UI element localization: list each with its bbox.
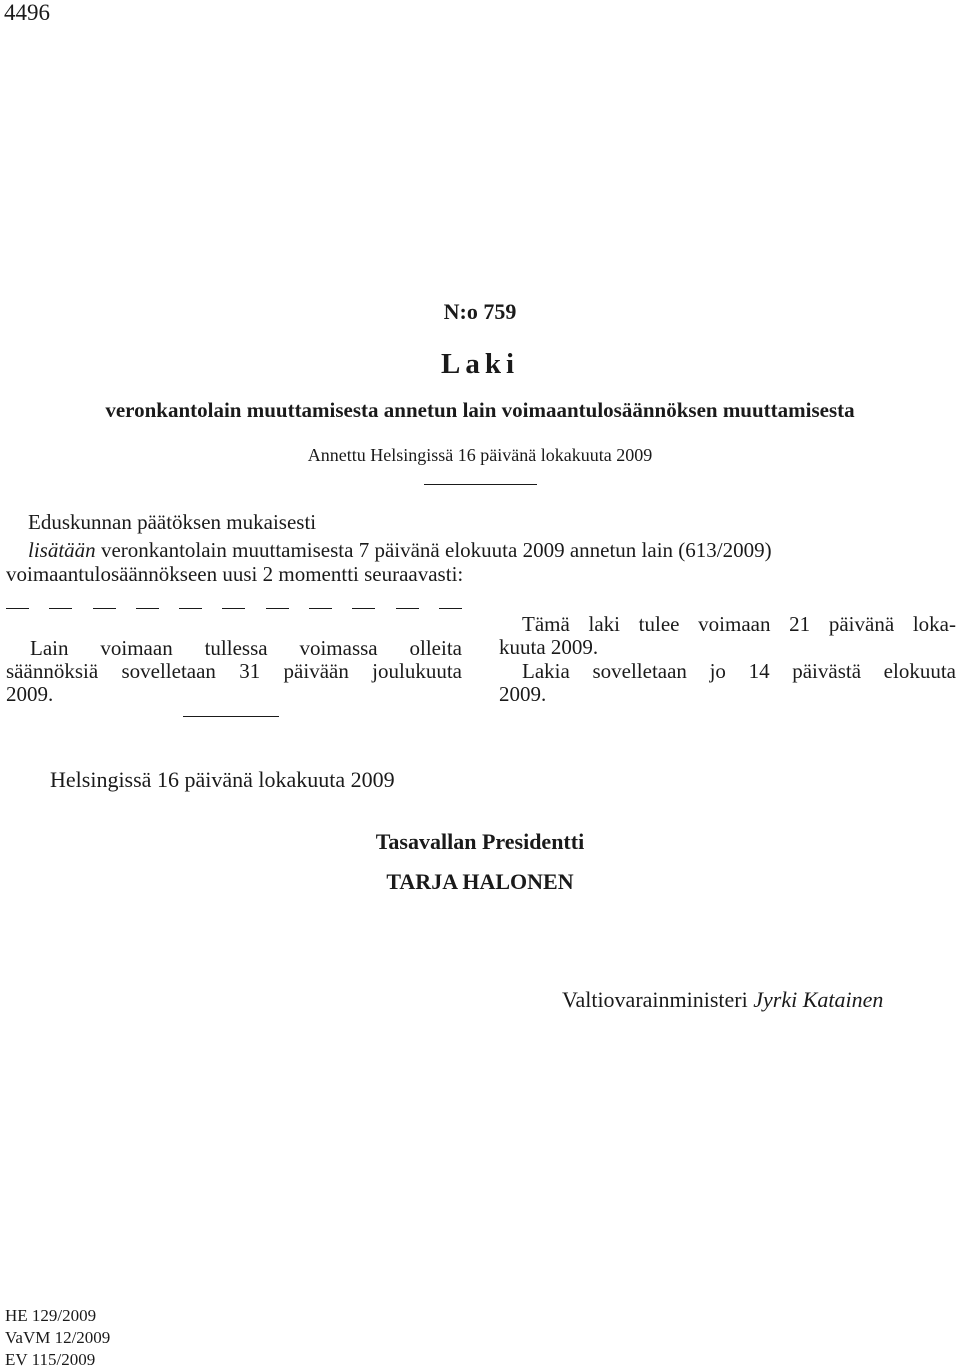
signature-name: TARJA HALONEN bbox=[386, 869, 574, 894]
intro-verb: lisätään bbox=[28, 538, 96, 562]
reference-he: HE 129/2009 bbox=[5, 1306, 97, 1325]
intro-line-2-rest: veronkantolain muuttamisesta 7 päivänä elokuuta 2009 annetun lain (613/2009) bbox=[95, 538, 772, 562]
intro-line-1: Eduskunnan päätöksen mukaisesti bbox=[28, 510, 317, 534]
right-column-line-4: 2009. bbox=[499, 682, 547, 706]
left-column-line-3: 2009. bbox=[6, 682, 54, 706]
dash bbox=[93, 608, 116, 609]
right-column-line-3: Lakia sovelletaan jo 14 päivästä elokuuta bbox=[522, 659, 956, 683]
dash bbox=[136, 608, 159, 609]
intro-line-3: voimaantulosäännökseen uusi 2 momentti seuraavasti: bbox=[6, 562, 464, 586]
dash bbox=[396, 608, 419, 609]
minister-title: Valtiovarainministeri bbox=[562, 987, 754, 1012]
law-title: Laki bbox=[440, 348, 520, 380]
right-column-line-1: Tämä laki tulee voimaan 21 päivänä loka- bbox=[522, 612, 956, 636]
dash bbox=[179, 608, 202, 609]
given-date-line: Annettu Helsingissä 16 päivänä lokakuuta 2009 bbox=[307, 445, 653, 465]
law-subtitle: veronkantolain muuttamisesta annetun lain voimaantulosäännöksen muuttamisesta bbox=[105, 398, 855, 422]
omission-dashes bbox=[6, 608, 462, 609]
left-column-line-1: Lain voimaan tullessa voimassa olleita bbox=[30, 636, 462, 660]
title-divider bbox=[424, 484, 537, 485]
minister-name: Jyrki Katainen bbox=[753, 987, 884, 1012]
dash bbox=[309, 608, 332, 609]
dash bbox=[6, 608, 29, 609]
dash bbox=[222, 608, 245, 609]
reference-vavm: VaVM 12/2009 bbox=[5, 1328, 111, 1347]
dash bbox=[439, 608, 462, 609]
signature-title: Tasavallan Presidentti bbox=[375, 829, 585, 854]
left-column-line-2: säännöksiä sovelletaan 31 päivään joulukuuta bbox=[6, 659, 462, 683]
law-number: N:o 759 bbox=[443, 299, 517, 324]
dash bbox=[266, 608, 289, 609]
section-end-divider bbox=[183, 716, 279, 717]
minister-signature bbox=[562, 986, 883, 1014]
reference-ev: EV 115/2009 bbox=[5, 1350, 96, 1369]
dash bbox=[352, 608, 375, 609]
place-date: Helsingissä 16 päivänä lokakuuta 2009 bbox=[50, 767, 395, 792]
dash bbox=[49, 608, 72, 609]
right-column-line-2: kuuta 2009. bbox=[499, 635, 599, 659]
page-number: 4496 bbox=[4, 0, 50, 25]
